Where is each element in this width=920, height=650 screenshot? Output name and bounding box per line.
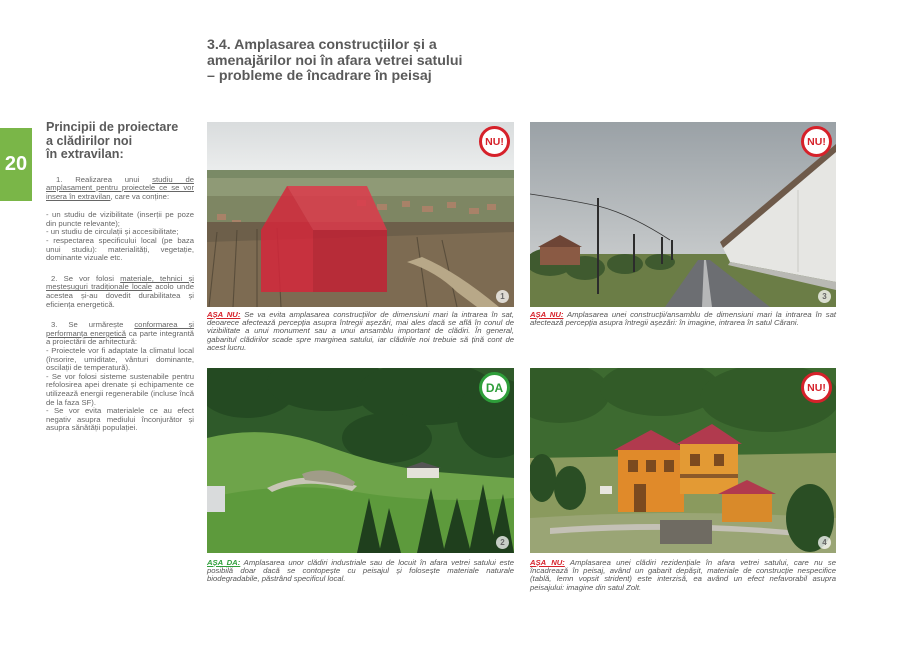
principle-1-item: - un studiu de circulații și accesibilitate; bbox=[46, 227, 179, 237]
caption-text: Amplasarea unei construcții/ansamblu de dimensiuni mari la intrarea în sat afectează percepția asupra întregii așezări: în imagine, intrarea în satul Cărani. bbox=[530, 310, 836, 328]
photo-residential-houses-image bbox=[530, 368, 836, 553]
principle-2 bbox=[46, 275, 194, 309]
nu-badge: NU! bbox=[801, 126, 832, 157]
page-title bbox=[207, 38, 507, 85]
sidebar-heading bbox=[46, 121, 194, 162]
principle-1-intro: 1. Realizarea unui bbox=[56, 174, 153, 184]
principle-1-item: - respectarea specificului local (pe baza unui studiu): materialități, vegetație, dominante vizuale etc. bbox=[46, 236, 194, 263]
nu-badge: NU! bbox=[801, 372, 832, 403]
photo-integrated-building bbox=[207, 368, 514, 553]
caption-lead: AȘA NU: bbox=[207, 310, 241, 319]
page-title-line-1: 3.4. Amplasarea construcțiilor și a bbox=[207, 37, 437, 53]
caption-lead: AȘA NU: bbox=[530, 558, 565, 567]
photo-number: 2 bbox=[496, 536, 509, 549]
principle-3-item: - Se vor folosi sisteme sustenabile pentru refolosirea apei drenate și echipamente ce utilizează energii regenerabile (incluse încă de la faza SF). bbox=[46, 371, 194, 407]
sidebar bbox=[46, 121, 194, 433]
caption-photo-1 bbox=[207, 311, 514, 352]
principle-3-intro: 3. Se urmărește bbox=[51, 320, 135, 330]
principle-2-tail: acolo unde acestea și-au dovedit durabilitatea și eficiența energetică. bbox=[46, 282, 194, 309]
principle-1 bbox=[46, 176, 194, 202]
page-title-line-2: amenajărilor noi în afara vetrei satului bbox=[207, 52, 463, 69]
page-title-line-3: – probleme de încadrare în peisaj bbox=[207, 68, 432, 84]
photo-village-entrance bbox=[530, 122, 836, 307]
sidebar-heading-line-3: în extravilan: bbox=[46, 147, 124, 161]
photo-residential-houses bbox=[530, 368, 836, 553]
caption-lead: AȘA DA: bbox=[207, 558, 241, 567]
photo-number: 1 bbox=[496, 290, 509, 303]
photo-village-view bbox=[207, 122, 514, 307]
caption-text: Se va evita amplasarea construcțiilor de dimensiuni mari la intrarea în sat, deoarece afectează percepția asupra întregii așezări, mai ales dacă se află în conul de vizibilitate a unui monument sau a unui ansamblu important de clădiri. În general, gabaritul clădirilor scade spre marginea satului, iar clădirile noi trebuie să țină cont de acest lucru. bbox=[207, 310, 514, 352]
caption-photo-4 bbox=[530, 559, 836, 592]
photo-number: 3 bbox=[818, 290, 831, 303]
photo-integrated-building-image bbox=[207, 368, 514, 553]
caption-photo-2 bbox=[207, 559, 514, 584]
sidebar-heading-line-2: a clădirilor noi bbox=[46, 133, 133, 148]
principle-3-tail: ca parte integrantă a proiectării de arhitectură: bbox=[46, 328, 195, 347]
principle-3-key-term: conformarea și performanța energetică bbox=[46, 320, 195, 338]
caption-lead: AȘA NU: bbox=[530, 310, 564, 319]
caption-text: Amplasarea unei clădiri rezidențiale în afara vetrei satului, care nu se încadrează în peisaj, având un gabarit depășit, materiale de construcție nespecifice (tablă, lemn vopsit strident) este interzisă, ea având un efect nefavorabil asupra peisajului: imagine din satul Zolt. bbox=[530, 558, 836, 592]
nu-badge: NU! bbox=[479, 126, 510, 157]
principle-3-item: - Se vor evita materialele ce au efect negativ asupra mediului înconjurător și asupra sănătății populației. bbox=[46, 406, 194, 433]
principle-1-item: - un studiu de vizibilitate (inserții pe poze din puncte relevante); bbox=[46, 210, 194, 228]
photo-village-view-image bbox=[207, 122, 514, 307]
page-number: 20 bbox=[0, 128, 32, 201]
caption-text: Amplasarea unor clădiri industriale sau de locuit în afara vetrei satului este posibilă doar dacă se contopește cu peisajul și folosește materiale naturale biodegradabile, păstrând specificul local. bbox=[207, 558, 515, 584]
photo-number: 4 bbox=[818, 536, 831, 549]
principle-1-tail: , care va conține: bbox=[110, 191, 170, 201]
principle-3-item: - Proiectele vor fi adaptate la climatul local (însorire, umiditate, vânturi dominante, oscilații de temperatură). bbox=[46, 346, 194, 373]
principle-2-key-term: materiale, tehnici și meșteșuguri tradiționale locale bbox=[46, 273, 194, 292]
caption-photo-3 bbox=[530, 311, 836, 327]
da-badge: DA bbox=[479, 372, 510, 403]
photo-village-entrance-image bbox=[530, 122, 836, 307]
principle-3 bbox=[46, 321, 194, 347]
principle-2-intro: 2. Se vor folosi bbox=[51, 273, 121, 283]
principle-1-key-term: studiu de amplasament pentru proiectele ce se vor insera în extravilan bbox=[46, 174, 194, 201]
sidebar-heading-line-1: Principii de proiectare bbox=[46, 120, 179, 134]
